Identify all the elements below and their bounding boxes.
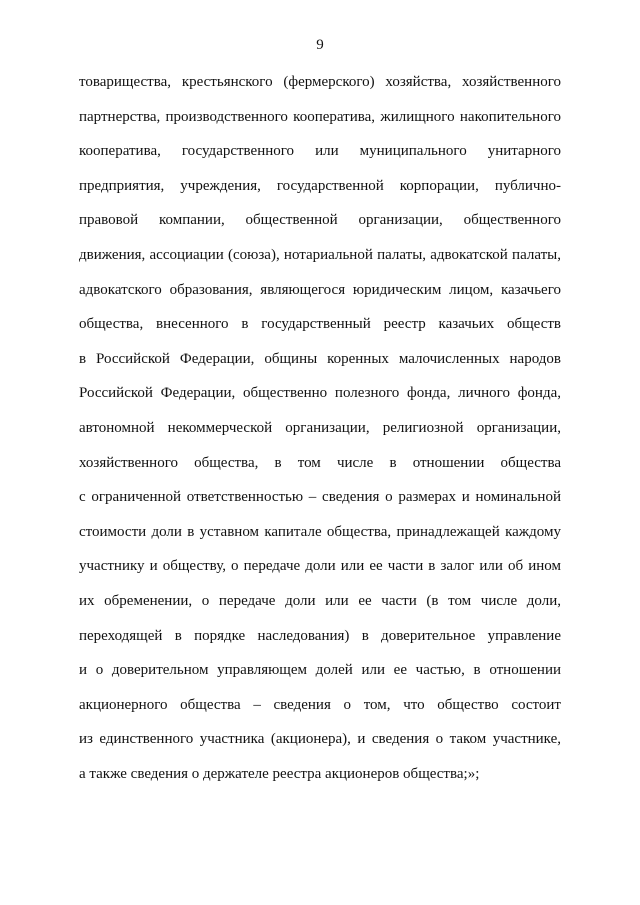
page-number: 9 [316,37,324,53]
text-line: их обременении, о передаче доли или ее части (в том числе доли, [79,592,561,609]
text-line: из единственного участника (акционера), и сведения о таком участнике, [79,731,561,748]
text-line-last: а также сведения о держателе реестра акционеров общества;»; [79,765,480,782]
text-line: автономной некоммерческой организации, религиозной организации, [79,419,561,436]
text-line: товарищества, крестьянского (фермерского) хозяйства, хозяйственного [79,74,561,90]
text-line: адвокатского образования, являющегося юридическим лицом, казачьего [79,281,561,298]
text-line: хозяйственного общества, в том числе в отношении общества [79,454,561,471]
text-line: с ограниченной ответственностью – сведения о размерах и номинальной [79,489,561,506]
text-line: участнику и обществу, о передаче доли или ее части в залог или об ином [79,558,561,575]
body-text [79,73,561,799]
text-line: стоимости доли в уставном капитале общества, принадлежащей каждому [79,523,561,540]
text-line: в Российской Федерации, общины коренных малочисленных народов [79,350,561,367]
text-line: кооператива, государственного или муниципального унитарного [79,143,561,160]
text-line: партнерства, производственного кооператива, жилищного накопительного [79,108,561,125]
text-line: общества, внесенного в государственный реестр казачьих обществ [79,316,561,333]
text-line: Российской Федерации, общественно полезного фонда, личного фонда, [79,385,561,402]
text-line: правовой компании, общественной организации, общественного [79,212,561,229]
text-line: предприятия, учреждения, государственной корпорации, публично- [79,177,561,194]
text-line: переходящей в порядке наследования) в доверительное управление [79,627,561,644]
text-line: акционерного общества – сведения о том, что общество состоит [79,696,561,713]
text-line: движения, ассоциации (союза), нотариальной палаты, адвокатской палаты, [79,246,561,263]
text-line: и о доверительном управляющем долей или ее частью, в отношении [79,662,561,679]
